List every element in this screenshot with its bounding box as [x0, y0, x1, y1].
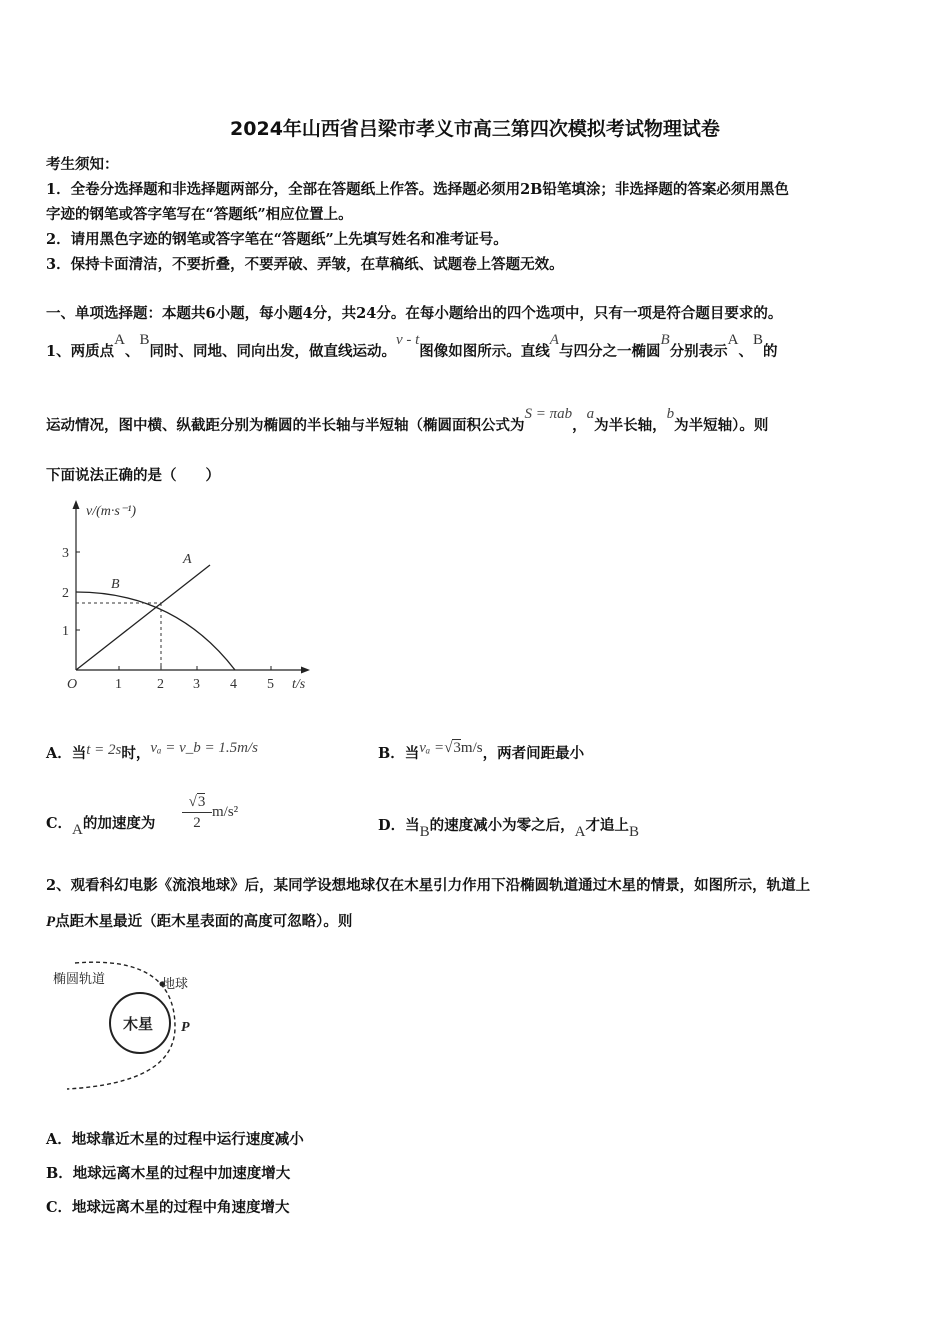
- fraction: [182, 792, 212, 833]
- x-tick-label: 1: [115, 677, 122, 692]
- option-label: A．当: [46, 745, 87, 762]
- q1-text-part: 运动情况，图中横、纵截距分别为椭圆的半长轴与半短轴（椭圆面积公式为: [46, 417, 525, 434]
- notice-item: 字迹的钢笔或答字笔写在“答题纸”相应位置上。: [46, 206, 353, 223]
- unit: m/s: [460, 740, 483, 756]
- option-label: D．当: [378, 817, 420, 834]
- q1-text-part: 同时、同地、同向出发，做直线运动。: [149, 343, 396, 360]
- curve-B-label: B: [111, 577, 120, 592]
- section-heading: 一、单项选择题：本题共6小题，每小题4分，共24分。在每小题给出的四个选项中，只有一项是符合题目要求的。: [46, 305, 783, 322]
- math-A: A: [574, 824, 586, 840]
- q1-sep: 、: [124, 343, 140, 360]
- curve-B: [76, 592, 235, 670]
- math-B-italic: B: [660, 332, 670, 348]
- x-tick-label: 5: [267, 677, 274, 692]
- option-A[interactable]: A．地球靠近木星的过程中运行速度减小: [46, 1131, 304, 1148]
- notice-item: 2．请用黑色字迹的钢笔或答字笔在“答题纸”上先填写姓名和准考证号。: [46, 231, 508, 248]
- x-axis-label: t/s: [292, 677, 306, 692]
- x-axis-arrow: [301, 667, 310, 674]
- math-a: a: [586, 406, 595, 422]
- math-A: A: [114, 332, 125, 348]
- q1-text: [46, 406, 769, 435]
- math-B: B: [752, 332, 763, 348]
- q2-text: 2、观看科幻电影《流浪地球》后，某同学设想地球仅在木星引力作用下沿椭圆轨道通过木星的情景，如图所示，轨道上: [46, 877, 811, 894]
- option-text: 的速度减小为零之后，: [429, 817, 575, 834]
- vt-graph: [55, 495, 330, 700]
- option-B[interactable]: B．地球远离木星的过程中加速度增大: [46, 1165, 291, 1182]
- sqrt-value: 3: [197, 794, 206, 810]
- earth-label: 地球: [162, 977, 189, 992]
- option-B[interactable]: [378, 742, 584, 763]
- q2-text-part: 点距木星最近（距木星表面的高度可忽略）。则: [55, 913, 353, 930]
- notice-item: 1．全卷分选择题和非选择题两部分，全部在答题纸上作答。选择题必须用2B铅笔填涂；非选择题的答案必须用黑色: [46, 181, 789, 198]
- page-title: 2024年山西省吕梁市孝义市高三第四次模拟考试物理试卷: [230, 118, 720, 140]
- q2-text: [46, 910, 352, 931]
- q1-text-part: 1、两质点: [46, 343, 115, 360]
- x-tick-label: 4: [230, 677, 237, 692]
- fraction-numerator: [182, 792, 212, 813]
- math-P: P: [46, 914, 56, 930]
- math-A: A: [727, 332, 739, 348]
- math-A-italic: A: [549, 332, 559, 348]
- ellipse-area-formula: S = πab: [524, 406, 573, 422]
- q1-text-part: 图像如图所示。直线: [419, 343, 550, 360]
- q1-sep: 、: [738, 343, 753, 360]
- line-A-label: A: [183, 552, 192, 567]
- option-label: B．当: [378, 745, 420, 762]
- q1-text-part: 的: [762, 343, 778, 360]
- math-B: B: [419, 824, 430, 840]
- sqrt-sign: √: [444, 740, 453, 756]
- option-text: ，两者间距最小: [482, 745, 585, 762]
- orbit-label: 椭圆轨道: [53, 972, 106, 987]
- option-text: 才追上: [585, 817, 629, 834]
- q1-text-part: 为半短轴）。则: [674, 417, 769, 434]
- fraction-denominator: 2: [193, 815, 201, 831]
- y-tick-label: 2: [62, 586, 69, 601]
- math-A: A: [72, 822, 83, 838]
- math-B: B: [628, 824, 639, 840]
- math-B: B: [139, 332, 150, 348]
- option-text: 的加速度为: [82, 815, 156, 832]
- q1-text: [46, 332, 778, 361]
- option-label: C．: [46, 815, 73, 832]
- jupiter-label: 木星: [123, 1015, 154, 1033]
- y-axis-arrow: [73, 500, 80, 509]
- point-P-label: P: [181, 1020, 190, 1035]
- line-A: [76, 565, 210, 670]
- x-tick-label: 3: [193, 677, 200, 692]
- orbit-figure: [45, 955, 205, 1095]
- math-b: b: [666, 406, 675, 422]
- math-vt: v - t: [395, 332, 420, 348]
- notice-heading: 考生须知：: [46, 156, 119, 173]
- x-tick-label: 2: [157, 677, 164, 692]
- sqrt-value: 3: [453, 740, 461, 756]
- math-t: t = 2s: [86, 742, 122, 758]
- sqrt-sign: √: [188, 794, 197, 810]
- math-velocity: vₐ =: [419, 740, 445, 756]
- unit: m/s²: [212, 804, 239, 820]
- option-A[interactable]: [46, 742, 258, 763]
- notice-item: 3．保持卡面清洁，不要折叠，不要弄破、弄皱，在草稿纸、试题卷上答题无效。: [46, 256, 564, 273]
- option-C[interactable]: C．地球远离木星的过程中角速度增大: [46, 1199, 290, 1216]
- q1-text: 下面说法正确的是（ ）: [46, 467, 220, 484]
- q1-text-part: 为半长轴，: [594, 417, 667, 434]
- option-D[interactable]: [378, 814, 639, 840]
- origin-label: O: [67, 677, 78, 692]
- y-tick-label: 3: [62, 546, 69, 561]
- math-velocity: vₐ = v_b = 1.5m/s: [150, 740, 258, 756]
- q1-text-part: 分别表示: [669, 343, 728, 360]
- q1-text-part: 与四分之一椭圆: [558, 343, 661, 360]
- option-C[interactable]: [46, 812, 156, 838]
- y-axis-label: v/(m·s⁻¹): [86, 504, 137, 519]
- q1-text-part: ，: [572, 417, 587, 434]
- option-text: 时，: [121, 745, 151, 762]
- y-tick-label: 1: [62, 624, 69, 639]
